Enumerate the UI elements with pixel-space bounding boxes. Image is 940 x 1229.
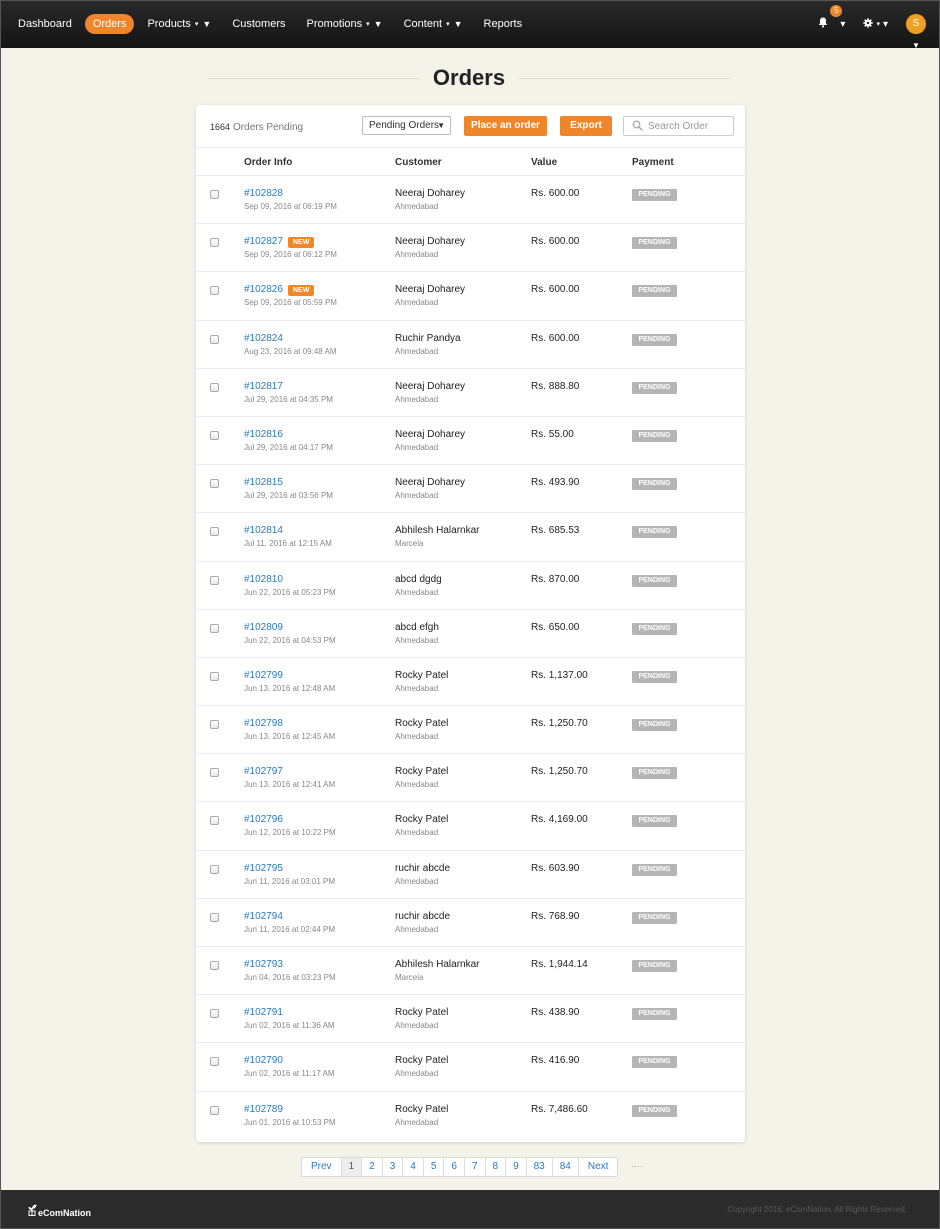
- pagination-page-button[interactable]: 5: [424, 1158, 445, 1176]
- row-checkbox[interactable]: [210, 335, 219, 344]
- pagination-next-button[interactable]: Next: [587, 1161, 609, 1172]
- title-divider-right: [519, 78, 730, 79]
- customer-city: Ahmedabad: [395, 442, 439, 452]
- payment-status-badge: PENDING: [632, 912, 677, 924]
- order-value: Rs. 55.00: [531, 428, 574, 440]
- payment-status-badge: PENDING: [632, 382, 677, 394]
- table-row[interactable]: [196, 1043, 745, 1091]
- customer-city: Marcela: [395, 973, 424, 982]
- column-header-value: Value: [531, 157, 558, 168]
- row-checkbox[interactable]: [210, 1009, 219, 1018]
- order-value: Rs. 768.90: [531, 910, 580, 922]
- filter-selected-value: Pending Orders: [369, 120, 440, 131]
- order-date: Sep 09, 2016 at 06:12 PM: [244, 250, 337, 260]
- new-badge: NEW: [288, 285, 314, 296]
- chevron-down-icon: ▾: [840, 18, 846, 30]
- row-checkbox[interactable]: [210, 431, 219, 440]
- chevron-down-icon: ▾: [194, 21, 199, 28]
- orders-toolbar: [196, 105, 745, 148]
- order-value: Rs. 603.90: [531, 862, 580, 874]
- row-checkbox[interactable]: [210, 672, 219, 681]
- row-checkbox[interactable]: [210, 527, 219, 536]
- payment-status-badge: PENDING: [632, 237, 677, 249]
- table-row[interactable]: [196, 321, 745, 369]
- order-value: Rs. 438.90: [531, 1007, 580, 1019]
- order-date: Jun 13, 2016 at 12:41 AM: [244, 780, 336, 790]
- user-avatar[interactable]: [906, 14, 926, 50]
- table-row[interactable]: [196, 224, 745, 272]
- pending-count-number: 1664: [210, 122, 231, 132]
- order-id-link[interactable]: #102828: [244, 188, 283, 199]
- order-id-link[interactable]: #102798: [244, 718, 283, 730]
- pagination-page-button[interactable]: 2: [362, 1158, 383, 1176]
- order-id-link[interactable]: #102826: [244, 284, 283, 296]
- row-checkbox[interactable]: [210, 383, 219, 392]
- customer-name: Rocky Patel: [395, 1007, 449, 1019]
- order-id-link[interactable]: #102815: [244, 477, 283, 489]
- avatar-initial: S: [912, 18, 920, 29]
- customer-name: abcd efgh: [395, 621, 439, 633]
- customer-name: Neeraj Doharey: [395, 236, 466, 248]
- customer-city: Ahmedabad: [395, 202, 439, 211]
- order-date: Jun 22, 2016 at 05:23 PM: [244, 587, 336, 597]
- pagination-prev-button[interactable]: Prev: [302, 1158, 342, 1176]
- customer-name: Rocky Patel: [395, 718, 449, 730]
- payment-status-badge: PENDING: [632, 1056, 677, 1068]
- order-value: Rs. 870.00: [531, 573, 580, 585]
- order-date: Jun 11, 2016 at 02:44 PM: [244, 924, 336, 934]
- order-date: Sep 09, 2016 at 05:59 PM: [244, 298, 337, 308]
- nav-item-label: Reports: [483, 18, 523, 30]
- order-value: Rs. 600.00: [531, 188, 580, 199]
- order-date: Jun 02, 2016 at 11:36 AM: [244, 1021, 335, 1031]
- customer-name: Neeraj Doharey: [395, 428, 466, 440]
- nav-customers[interactable]: [224, 14, 293, 34]
- row-checkbox[interactable]: [210, 1106, 219, 1115]
- payment-status-badge: PENDING: [632, 189, 677, 201]
- customer-name: Rocky Patel: [395, 1055, 449, 1067]
- customer-city: Ahmedabad: [395, 1117, 439, 1127]
- customer-name: Neeraj Doharey: [395, 380, 466, 392]
- order-id-link[interactable]: #102799: [244, 669, 283, 681]
- top-navbar: [0, 0, 940, 48]
- order-value: Rs. 416.90: [531, 1055, 580, 1067]
- order-date: Jun 01, 2016 at 10:53 PM: [244, 1117, 336, 1127]
- copyright-text: Copyright 2016, eComNation. All Rights Reserved.: [727, 1205, 907, 1214]
- order-id-link[interactable]: #102809: [244, 621, 283, 633]
- order-id-link[interactable]: #102810: [244, 573, 283, 585]
- table-row[interactable]: [196, 562, 745, 610]
- payment-status-badge: PENDING: [632, 767, 677, 779]
- order-date: Jun 02, 2016 at 11:17 AM: [244, 1069, 335, 1079]
- row-checkbox[interactable]: [210, 720, 219, 729]
- table-row[interactable]: [196, 658, 745, 706]
- payment-status-badge: PENDING: [632, 864, 677, 876]
- order-id-link[interactable]: #102790: [244, 1055, 283, 1067]
- table-row[interactable]: [196, 995, 745, 1043]
- order-id-link[interactable]: #102791: [244, 1007, 283, 1019]
- select-caret-icon: ▼: [437, 121, 445, 130]
- ecomnation-logo[interactable]: [28, 1202, 91, 1218]
- payment-status-badge: PENDING: [632, 1008, 677, 1020]
- payment-status-badge: PENDING: [632, 719, 677, 731]
- title-divider-left: [208, 78, 419, 79]
- row-checkbox[interactable]: [210, 286, 219, 295]
- customer-name: abcd dgdg: [395, 573, 442, 585]
- order-id-link[interactable]: #102796: [244, 814, 283, 826]
- order-id-link[interactable]: #102827: [244, 236, 283, 248]
- payment-status-badge: PENDING: [632, 430, 677, 442]
- table-row[interactable]: [196, 369, 745, 417]
- customer-name: Rocky Patel: [395, 766, 449, 778]
- pending-count-label: Orders Pending: [233, 122, 304, 133]
- chevron-down-icon: ▾: [876, 21, 880, 28]
- customer-city: Ahmedabad: [395, 732, 439, 742]
- footer: [0, 1190, 940, 1229]
- row-checkbox[interactable]: [210, 865, 219, 874]
- nav-products[interactable]: [139, 14, 219, 34]
- row-checkbox[interactable]: [210, 961, 219, 970]
- nav-orders[interactable]: [85, 14, 135, 34]
- order-value: Rs. 493.90: [531, 477, 580, 489]
- pagination-page-button[interactable]: 4: [403, 1158, 424, 1176]
- nav-dashboard[interactable]: [10, 14, 80, 34]
- customer-name: Neeraj Doharey: [395, 284, 466, 296]
- customer-city: Ahmedabad: [395, 346, 439, 356]
- customer-name: Abhilesh Halarnkar: [395, 959, 480, 970]
- customer-city: Ahmedabad: [395, 924, 439, 934]
- orders-panel: [196, 105, 745, 1142]
- row-checkbox[interactable]: [210, 913, 219, 922]
- row-checkbox[interactable]: [210, 816, 219, 825]
- main-nav: [0, 0, 535, 48]
- row-checkbox[interactable]: [210, 624, 219, 633]
- notification-count-badge: 5: [830, 5, 842, 17]
- order-date: Jun 13, 2016 at 12:48 AM: [244, 683, 336, 693]
- place-order-button[interactable]: Place an order: [464, 116, 547, 136]
- nav-item-label: Orders: [92, 18, 127, 30]
- order-date: Jul 29, 2016 at 04:17 PM: [244, 442, 333, 452]
- export-button[interactable]: Export: [560, 116, 612, 136]
- order-id-link[interactable]: #102817: [244, 380, 283, 392]
- customer-name: Neeraj Doharey: [395, 188, 466, 199]
- bell-icon: [818, 17, 828, 31]
- caret-down-icon: ▼: [453, 19, 463, 29]
- order-id-link[interactable]: #102797: [244, 766, 283, 778]
- order-date: Jul 29, 2016 at 04:35 PM: [244, 394, 333, 404]
- order-date: Jun 13, 2016 at 12:45 AM: [244, 732, 336, 742]
- order-value: Rs. 685.53: [531, 525, 580, 537]
- nav-item-label: Products: [147, 18, 191, 30]
- new-badge: NEW: [288, 237, 314, 248]
- order-id-link[interactable]: #102793: [244, 959, 283, 970]
- payment-status-badge: PENDING: [632, 960, 677, 972]
- customer-city: Ahmedabad: [395, 1069, 439, 1079]
- table-row[interactable]: [196, 802, 745, 850]
- table-header: [196, 148, 745, 176]
- order-date: Jul 11, 2016 at 12:15 AM: [244, 539, 332, 549]
- pagination-page-button[interactable]: 3: [383, 1158, 404, 1176]
- order-date: Aug 23, 2016 at 09:48 AM: [244, 346, 337, 356]
- customer-name: Rocky Patel: [395, 814, 449, 826]
- caret-down-icon: ▾: [882, 18, 888, 30]
- order-value: Rs. 7,486.60: [531, 1103, 588, 1115]
- table-row[interactable]: [196, 947, 745, 995]
- row-checkbox[interactable]: [210, 238, 219, 247]
- order-date: Jul 29, 2016 at 03:56 PM: [244, 491, 333, 501]
- logo-text: eComNation: [38, 1208, 92, 1218]
- nav-right-tools: [818, 0, 926, 48]
- orders-table-body: [196, 176, 745, 1140]
- order-date: Jun 22, 2016 at 04:53 PM: [244, 635, 336, 645]
- payment-status-badge: PENDING: [632, 478, 677, 490]
- order-filter-select[interactable]: [362, 116, 451, 135]
- customer-city: Ahmedabad: [395, 298, 439, 308]
- order-value: Rs. 600.00: [531, 236, 580, 248]
- caret-down-icon: ▼: [373, 19, 383, 29]
- row-checkbox[interactable]: [210, 768, 219, 777]
- order-value: Rs. 4,169.00: [531, 814, 588, 826]
- customer-city: Ahmedabad: [395, 683, 439, 693]
- customer-name: ruchir abcde: [395, 910, 451, 922]
- pagination-page-button[interactable]: 1: [342, 1158, 363, 1176]
- order-value: Rs. 1,944.14: [531, 959, 588, 970]
- pagination-page-button[interactable]: 84: [553, 1158, 579, 1176]
- order-date: Jun 12, 2016 at 10:22 PM: [244, 828, 336, 838]
- caret-down-icon: ▼: [912, 41, 920, 50]
- search-icon: [632, 120, 643, 134]
- customer-name: ruchir abcde: [395, 862, 451, 874]
- pagination-page-button[interactable]: 83: [527, 1158, 553, 1176]
- settings-menu-button[interactable]: [863, 18, 888, 31]
- customer-name: Rocky Patel: [395, 1103, 449, 1115]
- column-header-payment: Payment: [632, 157, 674, 168]
- order-date: Jun 11, 2016 at 03:01 PM: [244, 876, 336, 886]
- order-date: Jun 04, 2016 at 03:23 PM: [244, 973, 336, 982]
- pagination-page-button[interactable]: 9: [506, 1158, 527, 1176]
- row-checkbox[interactable]: [210, 190, 219, 199]
- nav-promotions[interactable]: [299, 14, 391, 34]
- customer-city: Marcela: [395, 539, 424, 549]
- caret-down-icon: ▼: [202, 19, 212, 29]
- order-id-link[interactable]: #102816: [244, 428, 283, 440]
- order-value: Rs. 600.00: [531, 332, 580, 344]
- payment-status-badge: PENDING: [632, 1105, 677, 1117]
- search-order-box: [623, 116, 734, 136]
- chevron-down-icon: ▾: [446, 21, 450, 28]
- payment-status-badge: PENDING: [632, 815, 677, 827]
- table-row[interactable]: [196, 176, 745, 224]
- nav-item-label: Content: [403, 18, 443, 30]
- customer-city: Ahmedabad: [395, 491, 439, 501]
- notifications-button[interactable]: [818, 6, 846, 31]
- customer-city: Ahmedabad: [395, 250, 439, 260]
- customer-city: Ahmedabad: [395, 1021, 439, 1031]
- order-id-link[interactable]: #102789: [244, 1103, 283, 1115]
- nav-item-label: Dashboard: [18, 18, 72, 30]
- order-value: Rs. 600.00: [531, 284, 580, 296]
- customer-name: Abhilesh Halarnkar: [395, 525, 480, 537]
- table-row[interactable]: [196, 417, 745, 465]
- order-value: Rs. 1,250.70: [531, 766, 588, 778]
- order-id-link[interactable]: #102814: [244, 525, 283, 537]
- customer-city: Ahmedabad: [395, 635, 439, 645]
- customer-city: Ahmedabad: [395, 394, 439, 404]
- customer-city: Ahmedabad: [395, 828, 439, 838]
- order-value: Rs. 1,250.70: [531, 718, 588, 730]
- payment-status-badge: PENDING: [632, 526, 677, 538]
- table-row[interactable]: [196, 754, 745, 802]
- order-id-link[interactable]: #102795: [244, 862, 283, 874]
- chevron-down-icon: ▾: [366, 21, 370, 28]
- row-checkbox[interactable]: [210, 1057, 219, 1066]
- pagination-more: ····: [631, 1161, 643, 1171]
- table-row[interactable]: [196, 706, 745, 754]
- customer-name: Rocky Patel: [395, 669, 449, 681]
- page-title: Orders: [432, 65, 506, 90]
- table-row[interactable]: [196, 465, 745, 513]
- payment-status-badge: PENDING: [632, 334, 677, 346]
- search-order-input[interactable]: [648, 119, 730, 133]
- order-date: Sep 09, 2016 at 06:19 PM: [244, 202, 337, 211]
- nav-reports[interactable]: [476, 14, 531, 34]
- payment-status-badge: PENDING: [632, 285, 677, 297]
- gear-icon: [863, 18, 873, 31]
- table-row[interactable]: [196, 610, 745, 658]
- nav-item-label: Customers: [232, 18, 286, 30]
- customer-name: Ruchir Pandya: [395, 332, 461, 344]
- customer-city: Ahmedabad: [395, 780, 439, 790]
- payment-status-badge: PENDING: [632, 671, 677, 683]
- row-checkbox[interactable]: [210, 576, 219, 585]
- customer-name: Neeraj Doharey: [395, 477, 466, 489]
- customer-city: Ahmedabad: [395, 587, 439, 597]
- column-header-order-info: Order Info: [244, 157, 293, 168]
- pagination-page-button[interactable]: 6: [444, 1158, 465, 1176]
- payment-status-badge: PENDING: [632, 623, 677, 635]
- nav-item-label: Promotions: [306, 18, 363, 30]
- order-value: Rs. 650.00: [531, 621, 580, 633]
- customer-city: Ahmedabad: [395, 876, 439, 886]
- sprout-logo-icon: [28, 1202, 37, 1218]
- table-row[interactable]: [196, 272, 745, 320]
- pagination-page-button[interactable]: 7: [465, 1158, 486, 1176]
- column-header-customer: Customer: [395, 157, 442, 168]
- pending-orders-count: [210, 122, 303, 133]
- nav-content[interactable]: [396, 14, 471, 34]
- pagination-page-button[interactable]: 8: [486, 1158, 507, 1176]
- table-row[interactable]: [196, 513, 745, 561]
- pagination: [301, 1157, 618, 1177]
- row-checkbox[interactable]: [210, 479, 219, 488]
- table-row[interactable]: [196, 851, 745, 899]
- payment-status-badge: PENDING: [632, 575, 677, 587]
- order-value: Rs. 1,137.00: [531, 669, 588, 681]
- table-row[interactable]: [196, 899, 745, 947]
- table-row[interactable]: [196, 1092, 745, 1140]
- order-id-link[interactable]: #102794: [244, 910, 283, 922]
- order-id-link[interactable]: #102824: [244, 332, 283, 344]
- order-value: Rs. 888.80: [531, 380, 580, 392]
- page-title-row: [208, 64, 730, 92]
